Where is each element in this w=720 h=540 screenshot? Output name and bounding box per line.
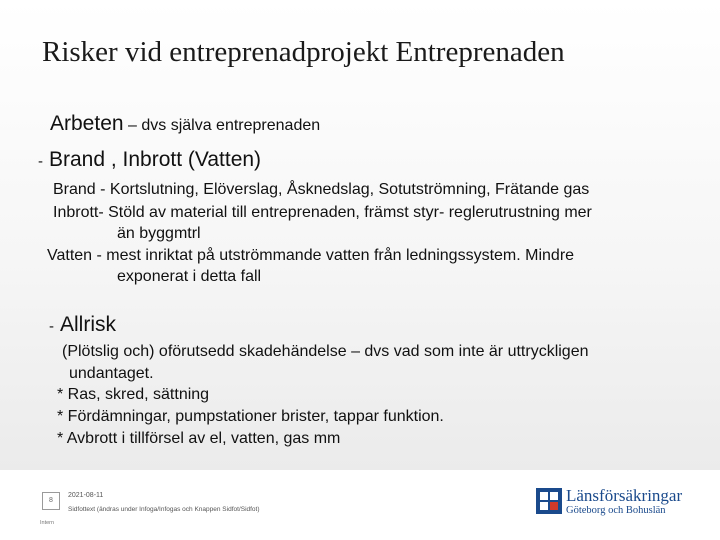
logo-name: Länsförsäkringar — [566, 486, 683, 505]
allrisk-line-5: * Avbrott i tillförsel av el, vatten, gas mm — [57, 430, 341, 447]
brand-line-5: exponerat i detta fall — [117, 268, 262, 285]
allrisk-heading — [49, 313, 116, 337]
brand-heading — [38, 148, 261, 172]
brand-line-2: Inbrott- Stöld av material till entreprenaden, främst styr- reglerutrustning mer — [53, 204, 592, 221]
logo-subtitle: Göteborg och Bohuslän — [566, 505, 666, 516]
company-logo — [536, 486, 686, 518]
brand-line-4: Vatten - mest inriktat på utströmmande vatten från ledningssystem. Mindre — [47, 247, 575, 264]
arbeten-description: – dvs själva entreprenaden — [123, 117, 321, 134]
arbeten-line — [50, 112, 320, 136]
allrisk-line-2: undantaget. — [69, 365, 154, 382]
slide-title: Risker vid entreprenadprojekt Entreprenaden — [42, 36, 565, 68]
brand-line-3: än byggmtrl — [117, 225, 201, 242]
brand-line-1: Brand - Kortslutning, Elöverslag, Åsknedslag, Sotutströmning, Frätande gas — [53, 181, 590, 198]
logo-mark-icon — [536, 488, 562, 514]
brand-heading-text: Brand , Inbrott (Vatten) — [49, 148, 262, 171]
allrisk-line-4: * Fördämningar, pumpstationer brister, tappar funktion. — [57, 408, 444, 425]
allrisk-heading-text: Allrisk — [60, 313, 116, 336]
footer-classification: Intern — [40, 520, 55, 526]
bullet-dash: - — [49, 318, 54, 335]
allrisk-line-1: (Plötslig och) oförutsedd skadehändelse – dvs vad som inte är uttryckligen — [62, 343, 589, 360]
footer-note: Sidfottext (ändras under Infoga/Infogas och Knappen Sidfot/Sidfot) — [68, 506, 260, 513]
bullet-dash: - — [38, 153, 43, 170]
arbeten-label: Arbeten — [50, 112, 124, 135]
page-number: 8 — [42, 492, 60, 510]
footer-date: 2021-08-11 — [68, 492, 104, 499]
allrisk-line-3: * Ras, skred, sättning — [57, 386, 210, 403]
